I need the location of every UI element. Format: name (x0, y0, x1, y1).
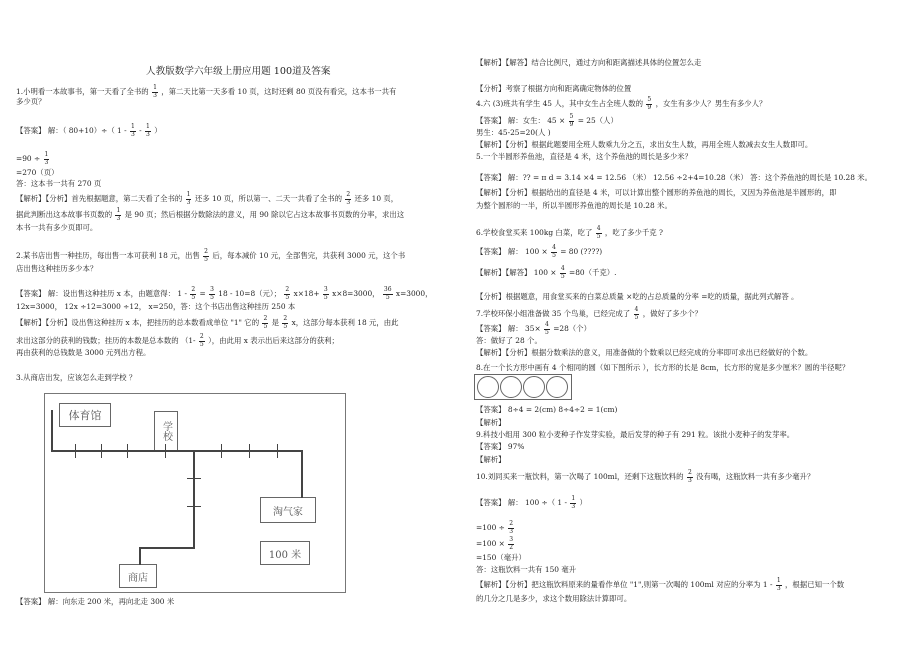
right-column (460, 0, 920, 651)
q10-answer: 【答案】 解： 100 ÷（ 1 - $\frac{1}{3}$ ） (476, 495, 587, 510)
q9-analysis: 【解析】 (476, 455, 506, 464)
q9-answer: 【答案】 97% (476, 442, 525, 451)
road-tick-9 (187, 506, 201, 507)
q10-eq2: =100 × $\frac{3}{2}$ (476, 536, 514, 551)
road-left-vertical (51, 410, 53, 452)
q6-analysis2: 【分析】根据题意，用食堂买来的白菜总质量 ×吃的占总质量的分率 =吃的质量，据此列式解答 。 (476, 292, 799, 301)
q5-answer: 【答案】 解：?? = π d = 3.14 ×4 = 12.56 （米） 12.56 ÷2+4=10.28（米） 答：这个养鱼池的周长是 10.28 米。 (476, 173, 873, 182)
q8-line1: 8.在一个长方形中画有 4 个相同的圆（如下图所示 ），长方形的长是 8cm，长方形的宽是多少厘米？圆的半径呢？ (476, 363, 850, 372)
q1-analysis3: 本书一共有多少页即可。 (16, 223, 98, 232)
q1-line2: 多少页？ (16, 97, 46, 106)
q5-analysis1: 【解析】【分析】根据给出的直径是 4 米，可以计算出整个圆形的养鱼池的周长，又因为养鱼池是半圆形的，即 (476, 188, 837, 197)
q8-circle (546, 376, 568, 398)
road-tick-5 (221, 444, 222, 458)
q4-line1: 4.六 (3)班共有学生 45 人，其中女生占全班人数的 $\frac{5}{9}$ ，女生有多少人？男生有多少人？ (476, 96, 767, 111)
q7-line1: 7.学校环保小组准备做 35 个鸟巢，已经完成了 $\frac{4}{5}$ ，做好了多少个？ (476, 306, 702, 321)
q8-rectangle-figure (474, 374, 572, 400)
q7-analysis: 【解析】【分析】根据分数乘法的意义，用准备做的个数乘以已经完成的分率即可求出已经做好的个数。 (476, 348, 813, 357)
map-scale: 100 米 (260, 541, 310, 565)
road-center-vertical (193, 450, 195, 548)
q10-eq4: 答：这瓶饮料一共有 150 毫升 (476, 565, 577, 574)
q1-analysis1: 【解析】【分析】首先根据题意，第二天看了全书的 $\frac{1}{3}$ 还多 10 页，所以第一、二天一共看了全书的 $\frac{2}{3}$ 还多 10 页， (16, 191, 399, 206)
road-tick-4 (165, 444, 166, 458)
q4-answer: 【答案】 解：女生： 45 × $\frac{5}{9}$ = 25（人） (476, 113, 618, 128)
road-right-vertical (301, 450, 303, 498)
q2-eq1: 12x=3000， 12x ÷12=3000 ÷12， x=250，答：这个书店出售这种挂历 250 本 (16, 302, 296, 311)
q1-eq3: 答：这本书一共有 270 页 (16, 179, 102, 188)
map-shop: 商店 (119, 564, 157, 588)
q2-line1: 2.某书店出售一种挂历，每出售一本可获利 18 元，出售 $\frac{2}{5}$ 后，每本减价 10 元，全部售完，共获利 3000 元，这个书 (16, 248, 406, 263)
road-tick-6 (249, 444, 250, 458)
road-tick-1 (75, 444, 76, 458)
q8-analysis: 【解析】 (476, 418, 506, 427)
road-tick-2 (101, 444, 102, 458)
q1-answer: 【答案】 解：（ 80+10）÷（ 1 - $\frac{1}{3}$ - $\frac{1}{3}$ ） (16, 123, 162, 138)
q3-analysis-2: 【分析】考察了根据方向和距离确定物体的位置 (476, 84, 632, 93)
q1-text-b: ，第二天比第一天多看 (161, 87, 236, 96)
q8-answer: 【答案】 8÷4 = 2(cm) 8÷4÷2 = 1(cm) (476, 405, 618, 414)
q9-line1: 9.科技小组用 300 粒小麦种子作发芽实验，最后发芽的种子有 291 粒。该批小麦种子的发芽率。 (476, 430, 795, 439)
q2-analysis1: 【解析】【分析】设出售这种挂历 x 本，把挂历的总本数看成单位 "1" 它的 $\frac{2}{5}$ 是 $\frac{2}{5}$ x，这部分每本获利 18 元，由此 (16, 315, 399, 330)
q4-analysis: 【解析】【分析】根据此题要用全班人数乘九分之五，求出女生人数，再用全班人数减去女生人数即可。 (476, 140, 813, 149)
q1-analysis2: 据此判断出这本故事书页数的 $\frac{1}{3}$ 是 90 页；然后根据分数除法的意义，用 90 除以它占这本故事书页数的分率，求出这 (16, 207, 405, 222)
map-school: 学校 (154, 411, 178, 451)
q4-eq1: 男生：45-25=20(人 ) (476, 128, 551, 137)
road-bottom (139, 547, 195, 549)
q5-analysis2: 为整个圆形的一半，所以半圆形养鱼池的周长是 10.28 米。 (476, 201, 672, 210)
q6-analysis1: 【解析】【解答】 100 × $\frac{4}{5}$ =80（千克）. (476, 265, 617, 280)
q1-text-a: 1.小明看一本故事书，第一天看了全书的 (16, 87, 149, 96)
q5-line1: 5.一个半圆形养鱼池，直径是 4 米，这个养鱼池的周长是多少米？ (476, 152, 693, 161)
q7-answer: 【答案】 解： 35× $\frac{4}{5}$ =28（个） (476, 321, 591, 336)
q1-eq2: =270（页） (16, 168, 59, 177)
q2-answer: 【答案】 解：设出售这种挂历 x 本，由题意得： 1 - $\frac{2}{5}$ = $\frac{3}{5}$ 18 - 10=8（元）； $\frac{2}{5}$ x×18+ $\frac{3}{5}$ x×8=3000， $\frac{36}{5}$ x=3000， (16, 286, 433, 301)
q3-answer: 【答案】 解：向东走 200 米，再向北走 300 米 (16, 597, 175, 606)
q2-analysis2: 求出这部分的获利的钱数；挂历的本数是总本数的 （1- $\frac{2}{5}$ ），由此用 x 表示出后来这部分的获利； (16, 333, 339, 348)
map-naughty-home: 淘气家 (260, 497, 316, 523)
q1-line1 (16, 85, 396, 99)
route-map (44, 393, 346, 593)
road-tick-8 (187, 478, 201, 479)
q10-eq1: =100 ÷ $\frac{2}{3}$ (476, 520, 514, 535)
q10-analysis2: 的几分之几是多少，求这个数用除法计算即可。 (476, 594, 632, 603)
page-title: 人教版数学六年级上册应用题 100道及答案 (146, 66, 331, 77)
road-tick-7 (277, 444, 278, 458)
q8-circle (523, 376, 545, 398)
q10-line1: 10.刘同买来一瓶饮料，第一次喝了 100ml，还剩下这瓶饮料的 $\frac{2}{3}$ 没有喝，这瓶饮料一共有多少毫升？ (476, 469, 815, 484)
q3-line1: 3.从商店出发，应该怎么走到学校 ？ (16, 373, 137, 382)
map-gym: 体育馆 (59, 403, 111, 427)
q1-eq1: =90 ÷ $\frac{1}{3}$ (16, 151, 49, 166)
q10-analysis1: 【解析】【分析】把这瓶饮料原来的量看作单位 "1",则第一次喝的 100ml 对应的分率为 1 - $\frac{1}{3}$ ，根据已知一个数 (476, 577, 845, 592)
road-horizontal (51, 450, 303, 452)
q7-eq1: 答：做好了 28 个。 (476, 336, 542, 345)
road-tick-3 (127, 444, 128, 458)
q2-analysis3: 再由获利的总钱数是 3000 元列出方程。 (16, 348, 151, 357)
q2-line2: 店出售这种挂历多少本？ (16, 264, 98, 273)
q8-circle (477, 376, 499, 398)
q1-text-d: 80 页没有看完，这本书一共有 (296, 87, 397, 96)
road-shop-vertical (139, 547, 141, 565)
q10-eq3: =150（毫升） (476, 553, 526, 562)
q1-fraction: $\frac{1}{3}$ (153, 84, 157, 99)
q6-line1: 6.学校食堂买来 100kg 白菜，吃了 $\frac{4}{5}$ ，吃了多少千克 ? (476, 225, 663, 240)
q6-answer: 【答案】 解： 100 × $\frac{4}{5}$ = 80 (????) (476, 244, 603, 259)
q1-text-c: 10 页，这时还剩 (237, 87, 294, 96)
q3-analysis: 【解析】【解答】结合比例尺，通过方向和距离描述具体的位置怎么走 (476, 58, 702, 67)
q8-circle (500, 376, 522, 398)
